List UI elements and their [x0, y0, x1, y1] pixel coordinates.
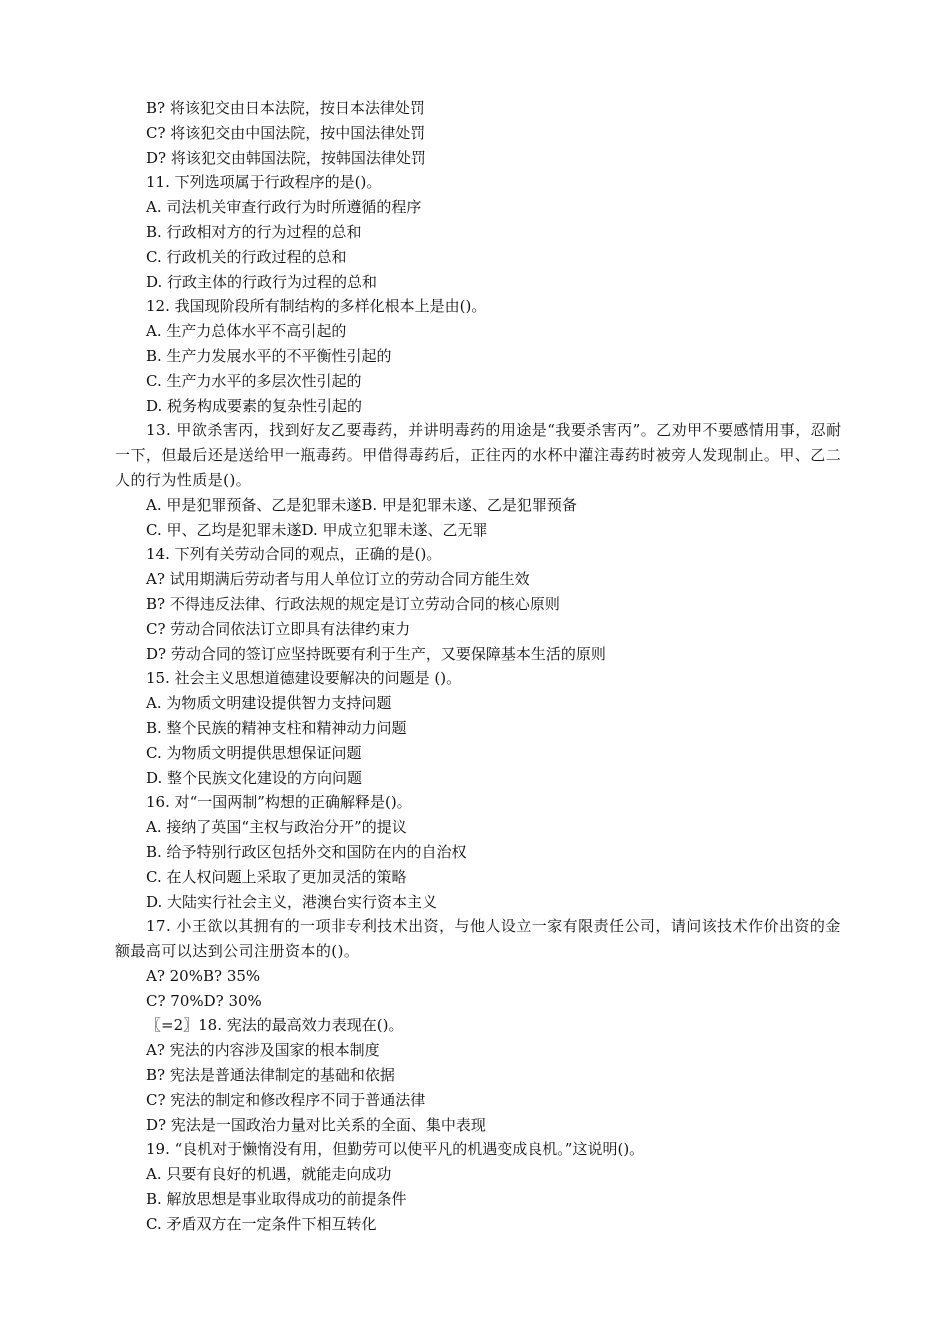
text-line: D? 宪法是一国政治力量对比关系的全面、集中表现 [146, 1115, 486, 1134]
text-line: D. 整个民族文化建设的方向问题 [146, 768, 363, 787]
text-line: C. 在人权问题上采取了更加灵活的策略 [146, 867, 407, 886]
text-line: C? 宪法的制定和修改程序不同于普通法律 [146, 1090, 426, 1109]
text-line: A? 20%B? 35% [146, 966, 261, 985]
text-line: D? 劳动合同的签订应坚持既要有利于生产，又要保障基本生活的原则 [146, 644, 606, 663]
text-line: C? 将该犯交由中国法院，按中国法律处罚 [146, 123, 426, 142]
text-line: A. 为物质文明建设提供智力支持问题 [146, 694, 392, 713]
text-line: B. 解放思想是事业取得成功的前提条件 [146, 1190, 407, 1209]
text-line: A. 接纳了英国“主权与政治分开”的提议 [146, 818, 407, 837]
text-line: B. 行政相对方的行为过程的总和 [146, 222, 362, 241]
text-line: C. 生产力水平的多层次性引起的 [146, 371, 362, 390]
text-line: 16. 对“一国两制”构想的正确解释是()。 [146, 793, 412, 812]
text-line: A. 甲是犯罪预备、乙是犯罪未遂B. 甲是犯罪未遂、乙是犯罪预备 [146, 495, 577, 514]
text-line: D? 将该犯交由韩国法院，按韩国法律处罚 [146, 148, 426, 167]
text-line: A. 只要有良好的机遇，就能走向成功 [146, 1165, 392, 1184]
text-line: 12. 我国现阶段所有制结构的多样化根本上是由()。 [146, 297, 487, 316]
text-line: A? 试用期满后劳动者与用人单位订立的劳动合同方能生效 [146, 570, 530, 589]
text-line: B. 给予特别行政区包括外交和国防在内的自治权 [146, 842, 467, 861]
text-line: D. 税务构成要素的复杂性引起的 [146, 396, 363, 415]
text-line: B. 生产力发展水平的不平衡性引起的 [146, 346, 392, 365]
text-line: C? 劳动合同依法订立即具有法律约束力 [146, 619, 411, 638]
document-body [115, 96, 845, 1237]
text-line: 14. 下列有关劳动合同的观点，正确的是()。 [146, 545, 442, 564]
text-line: C. 矛盾双方在一定条件下相互转化 [146, 1214, 377, 1233]
text-line: D. 行政主体的行政行为过程的总和 [146, 272, 378, 291]
text-line: B? 宪法是普通法律制定的基础和依据 [146, 1066, 395, 1085]
text-line: A. 生产力总体水平不高引起的 [146, 322, 347, 341]
text-line: B. 整个民族的精神支柱和精神动力问题 [146, 718, 407, 737]
text-line: B? 不得违反法律、行政法规的规定是订立劳动合同的核心原则 [146, 594, 560, 613]
text-line: B? 将该犯交由日本法院，按日本法律处罚 [146, 99, 425, 117]
text-line: C? 70%D? 30% [146, 991, 262, 1010]
text-line: C. 行政机关的行政过程的总和 [146, 247, 347, 266]
question-paragraph: 17. 小王欲以其拥有的一项非专利技术出资，与他人设立一家有限责任公司，请问该技术作价出资的金额最高可以达到公司注册资本的()。 [115, 917, 841, 961]
text-line: D. 大陆实行社会主义，港澳台实行资本主义 [146, 892, 438, 911]
text-line: A. 司法机关审查行政行为时所遵循的程序 [146, 198, 422, 217]
text-line: 〖=2〗18. 宪法的最高效力表现在()。 [146, 1016, 404, 1035]
text-line: C. 甲、乙均是犯罪未遂D. 甲成立犯罪未遂、乙无罪 [146, 520, 488, 539]
text-line: 11. 下列选项属于行政程序的是()。 [146, 173, 382, 192]
text-line: A? 宪法的内容涉及国家的根本制度 [146, 1041, 380, 1060]
text-line: 19. “良机对于懒惰没有用，但勤劳可以使平凡的机遇变成良机。”这说明()。 [146, 1140, 645, 1159]
question-paragraph: 13. 甲欲杀害丙，找到好友乙要毒药，并讲明毒药的用途是“我要杀害丙”。乙劝甲不要感情用事，忍耐一下，但最后还是送给甲一瓶毒药。甲借得毒药后，正往丙的水杯中灌注毒药时被旁人发现制止。甲、乙二人的行为性质是()。 [115, 421, 842, 489]
text-line: 15. 社会主义思想道德建设要解决的问题是 ()。 [146, 669, 462, 688]
text-line: C. 为物质文明提供思想保证问题 [146, 743, 362, 762]
